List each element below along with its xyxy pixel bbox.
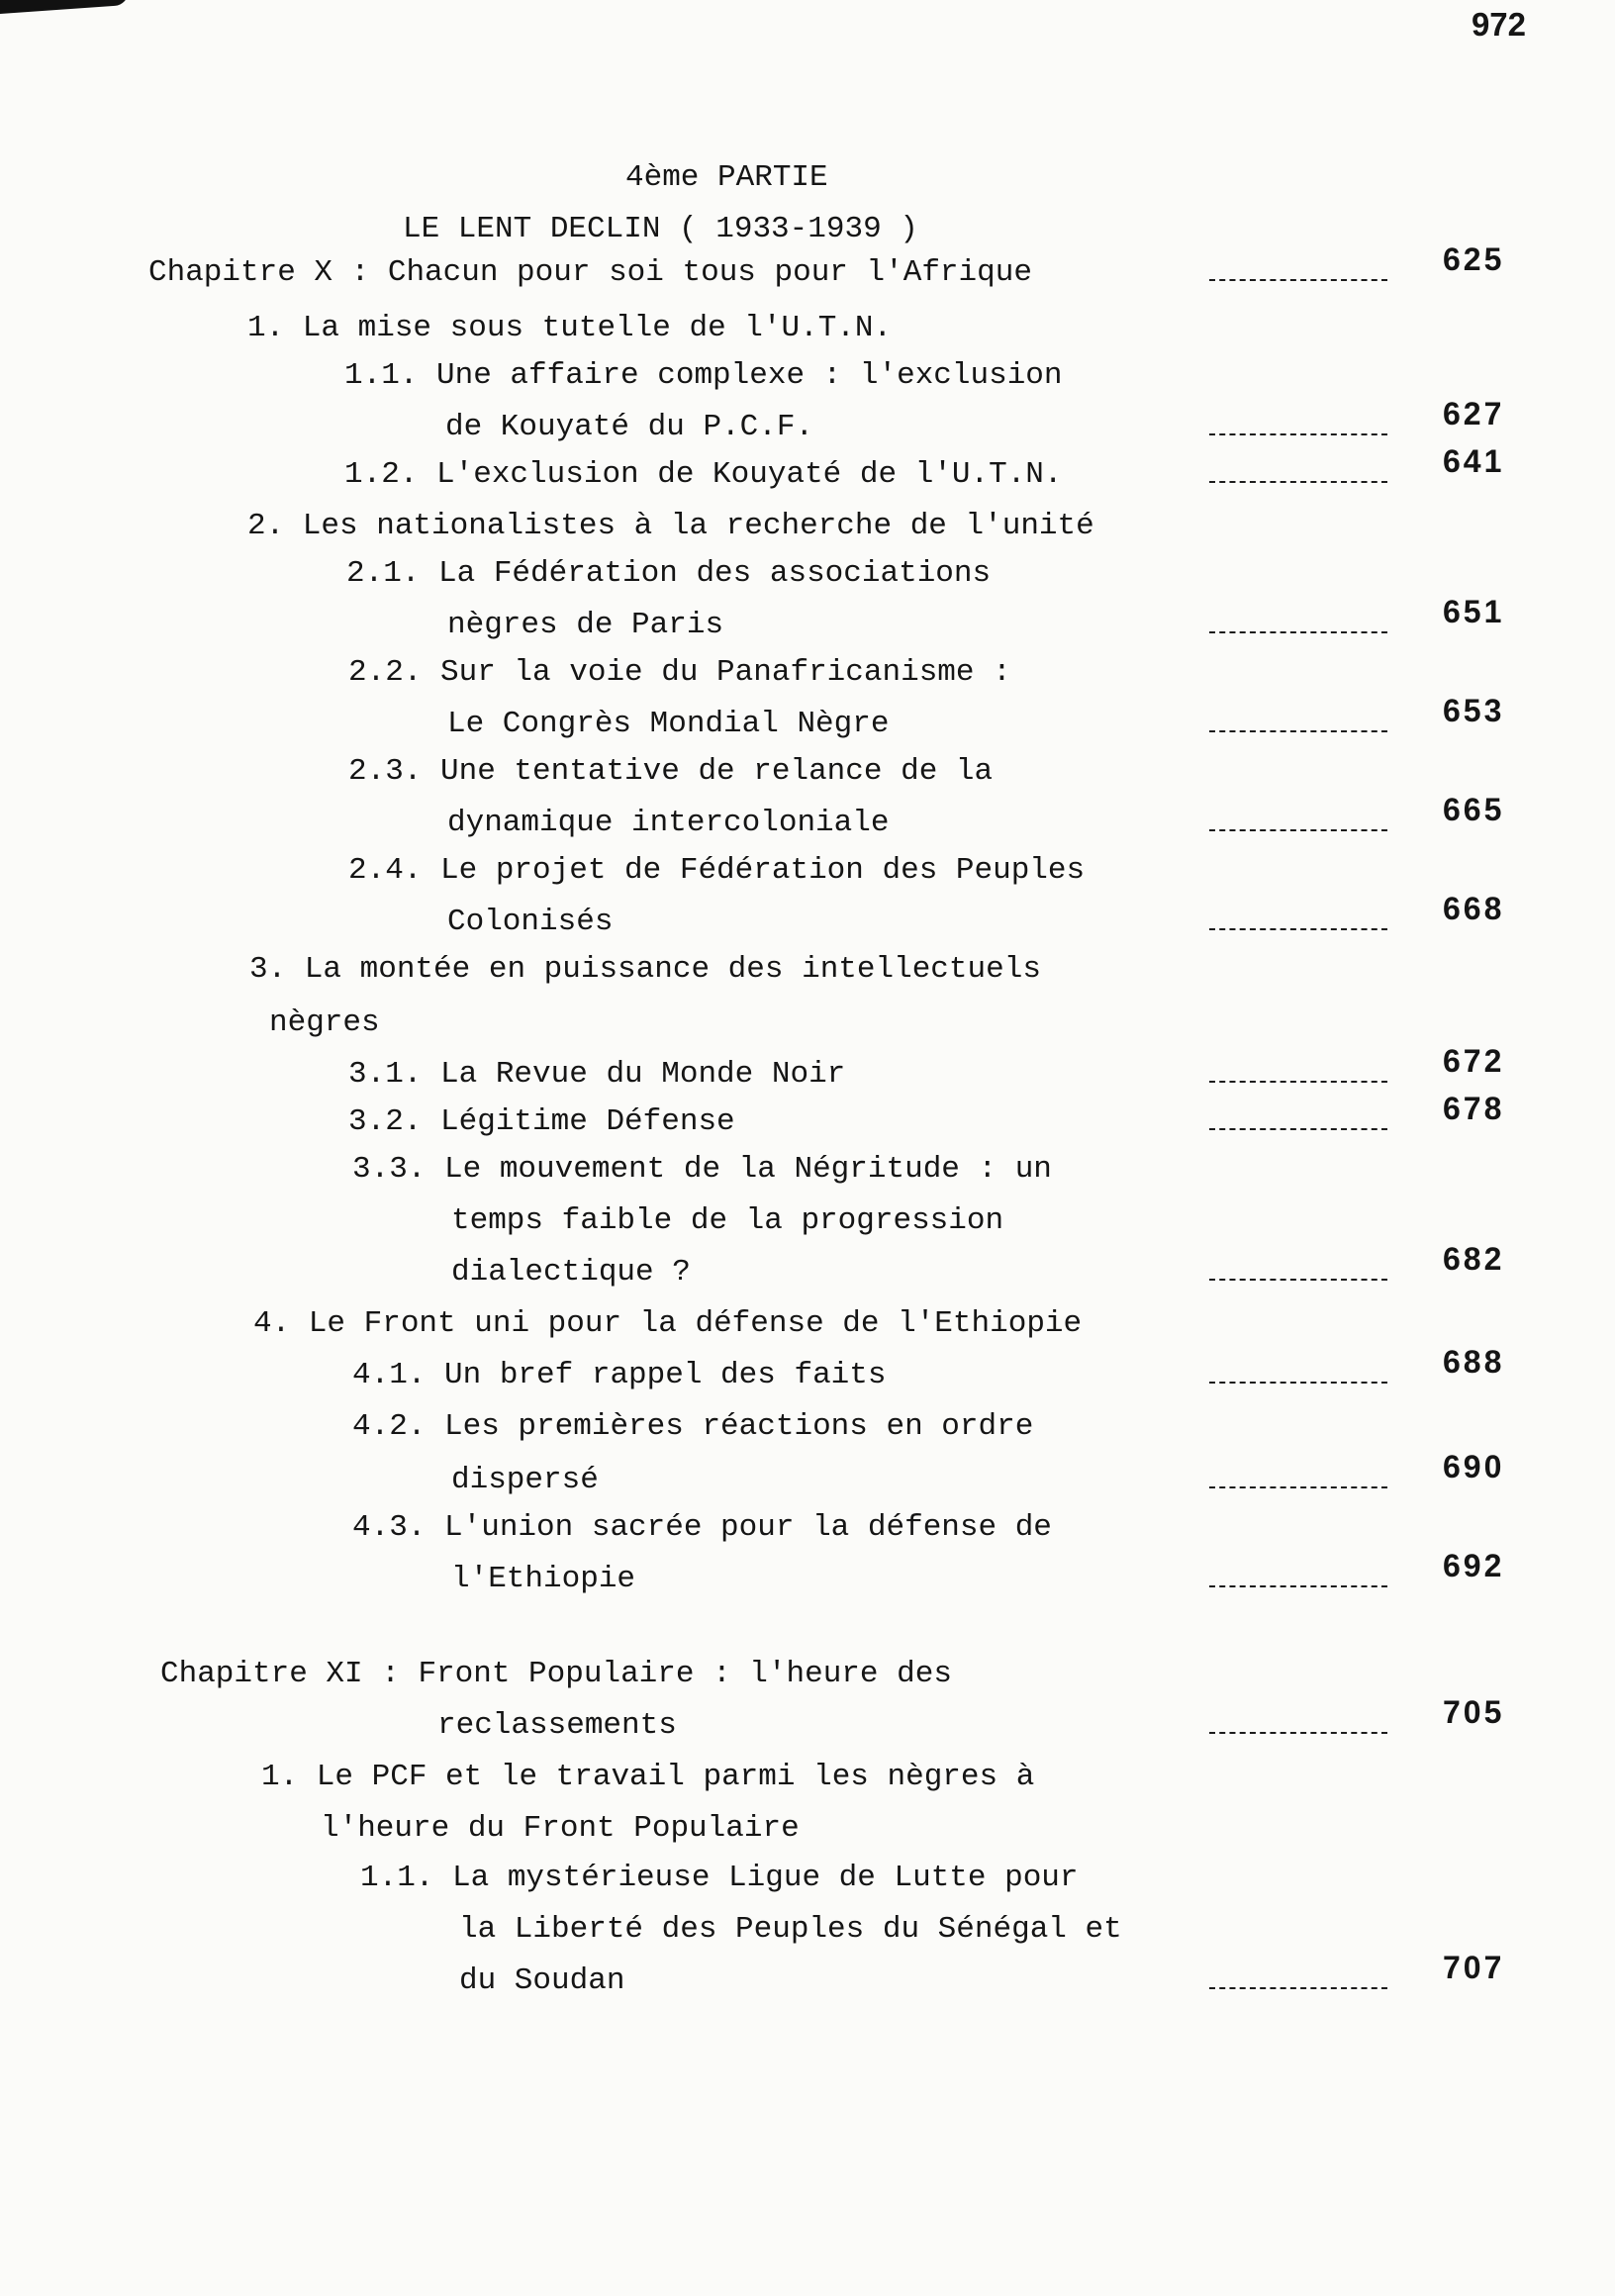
toc-entry: Chapitre XI : Front Populaire : l'heure des: [160, 1657, 952, 1691]
toc-entry: 1. Le PCF et le travail parmi les nègres à: [261, 1760, 1035, 1794]
toc-entry: 1.2. L'exclusion de Kouyaté de l'U.T.N.: [344, 457, 1063, 492]
part-subtitle: LE LENT DECLIN ( 1933-1939 ): [403, 212, 918, 246]
toc-page-number: 651: [1443, 594, 1505, 629]
toc-entry: Chapitre X : Chacun pour soi tous pour l'Afrique: [148, 255, 1032, 290]
toc-entry: 1.1. Une affaire complexe : l'exclusion: [344, 358, 1063, 393]
scan-artifact: [0, 0, 129, 14]
toc-page-number: 653: [1443, 693, 1505, 728]
dash-leader: [1209, 1081, 1387, 1083]
toc-entry: 2.2. Sur la voie du Panafricanisme :: [348, 655, 1011, 690]
dash-leader: [1209, 481, 1387, 483]
dash-leader: [1209, 1486, 1387, 1488]
toc-page-number: 678: [1443, 1091, 1505, 1126]
dash-leader: [1209, 1128, 1387, 1130]
toc-page-number: 668: [1443, 891, 1505, 926]
toc-entry: 3.1. La Revue du Monde Noir: [348, 1057, 846, 1092]
toc-entry: temps faible de la progression: [451, 1203, 1004, 1238]
toc-page-number: 692: [1443, 1548, 1505, 1583]
dash-leader: [1209, 928, 1387, 930]
toc-entry: 4.2. Les premières réactions en ordre: [352, 1409, 1034, 1444]
toc-entry: 3.3. Le mouvement de la Négritude : un: [352, 1152, 1052, 1187]
dash-leader: [1209, 730, 1387, 732]
toc-entry: la Liberté des Peuples du Sénégal et: [459, 1912, 1122, 1947]
toc-page-number: 690: [1443, 1449, 1505, 1484]
toc-page-number: 705: [1443, 1694, 1505, 1730]
toc-entry: Colonisés: [447, 905, 614, 939]
toc-entry: 3. La montée en puissance des intellectuels: [249, 952, 1041, 987]
toc-page-number: 627: [1443, 396, 1505, 431]
dash-leader: [1209, 279, 1387, 281]
toc-entry: l'Ethiopie: [451, 1562, 636, 1596]
toc-page-number: 641: [1443, 443, 1505, 479]
toc-entry: dialectique ?: [451, 1255, 691, 1290]
toc-entry: 2.4. Le projet de Fédération des Peuples: [348, 853, 1086, 888]
dash-leader: [1209, 829, 1387, 831]
toc-entry: 1. La mise sous tutelle de l'U.T.N.: [247, 311, 893, 345]
toc-entry: 4. Le Front uni pour la défense de l'Ethiopie: [253, 1306, 1083, 1341]
dash-leader: [1209, 1585, 1387, 1587]
dash-leader: [1209, 1732, 1387, 1734]
toc-entry: nègres: [269, 1005, 380, 1040]
dash-leader: [1209, 1987, 1387, 1989]
toc-entry: nègres de Paris: [447, 608, 724, 642]
toc-entry: dynamique intercoloniale: [447, 806, 890, 840]
toc-page-number: 688: [1443, 1344, 1505, 1380]
toc-entry: de Kouyaté du P.C.F.: [445, 410, 814, 444]
dash-leader: [1209, 631, 1387, 633]
toc-entry: reclassements: [437, 1708, 677, 1743]
part-title: 4ème PARTIE: [625, 160, 828, 195]
toc-entry: 2.1. La Fédération des associations: [346, 556, 992, 591]
toc-entry: dispersé: [451, 1463, 599, 1497]
toc-page-number: 707: [1443, 1950, 1505, 1985]
toc-entry: 1.1. La mystérieuse Ligue de Lutte pour: [360, 1861, 1079, 1895]
page-number: 972: [1471, 6, 1526, 43]
toc-entry: 3.2. Légitime Défense: [348, 1104, 735, 1139]
toc-page-number: 672: [1443, 1043, 1505, 1079]
toc-entry: du Soudan: [459, 1963, 625, 1998]
toc-page-number: 682: [1443, 1241, 1505, 1277]
toc-entry: 4.1. Un bref rappel des faits: [352, 1358, 887, 1392]
toc-page-number: 665: [1443, 792, 1505, 827]
toc-entry: 2.3. Une tentative de relance de la: [348, 754, 994, 789]
dash-leader: [1209, 1382, 1387, 1384]
toc-entry: Le Congrès Mondial Nègre: [447, 707, 890, 741]
toc-entry: 4.3. L'union sacrée pour la défense de: [352, 1510, 1052, 1545]
dash-leader: [1209, 1279, 1387, 1281]
toc-entry: 2. Les nationalistes à la recherche de l'unité: [247, 509, 1094, 543]
toc-entry: l'heure du Front Populaire: [321, 1811, 800, 1846]
dash-leader: [1209, 433, 1387, 435]
toc-page-number: 625: [1443, 241, 1505, 277]
